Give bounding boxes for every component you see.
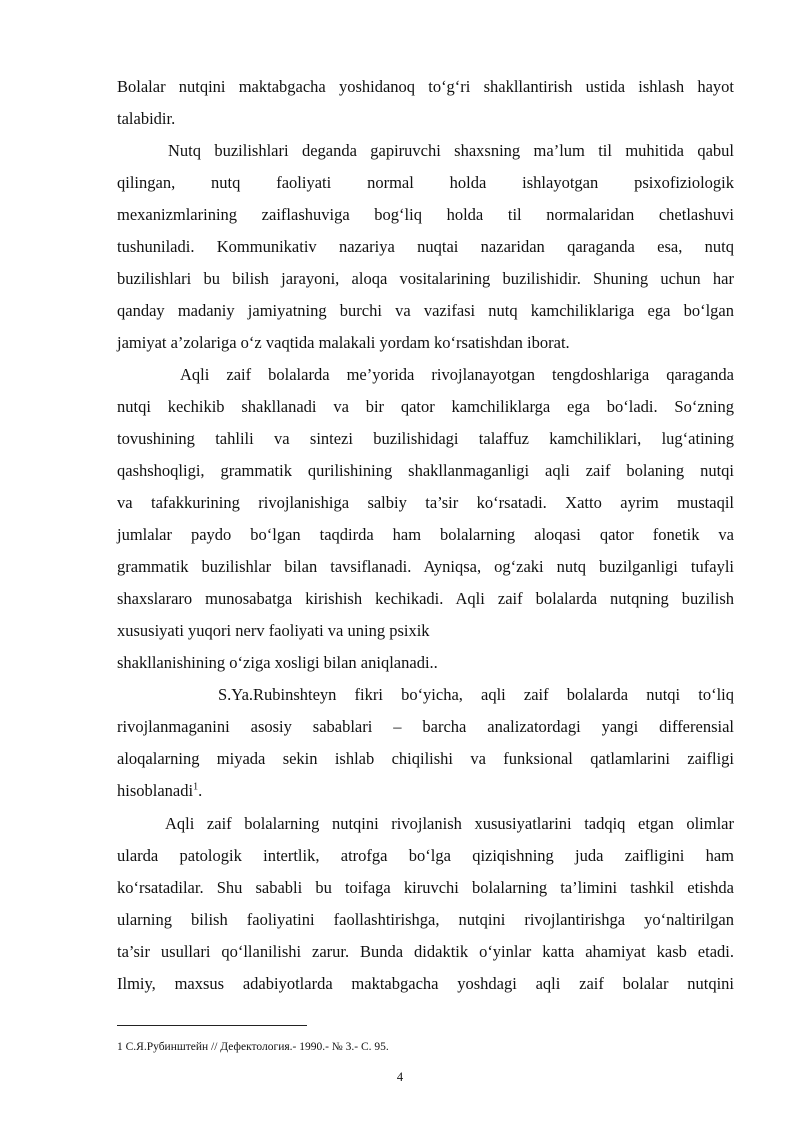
line-text: ko‘rsatadilar. Shu sababli bu toifaga kiruvchi bolalarning ta’limini tashkil etishda [117, 878, 734, 897]
text-line [117, 237, 734, 257]
line-text: S.Ya.Rubinshteyn fikri bo‘yicha, aqli zaif bolalarda nutqi to‘liq [218, 685, 734, 704]
line-text: talabidir. [117, 109, 176, 128]
text-line [117, 397, 734, 417]
line-text: mexanizmlarining zaiflashuviga bog‘liq holda til normalaridan chetlashuvi [117, 205, 734, 224]
text-line [168, 141, 734, 161]
line-text: shaxslararo munosabatga kirishish kechikadi. Aqli zaif bolalarda nutqning buzilish [117, 589, 734, 608]
footnote-marker: 1 [193, 781, 199, 793]
line-text: shakllanishining o‘ziga xosligi bilan aniqlanadi.. [117, 653, 438, 672]
text-line [117, 942, 734, 962]
line-text: xususiyati yuqori nerv faoliyati va uning psixik [117, 621, 430, 640]
text-line [117, 77, 734, 97]
text-line [165, 814, 734, 834]
line-text: Aqli zaif bolalarda me’yorida rivojlanayotgan tengdoshlariga qaraganda [180, 365, 734, 384]
line-text: hisoblanadi [117, 781, 194, 800]
text-line [117, 205, 734, 225]
line-text: jumlalar paydo bo‘lgan taqdirda ham bolalarning aloqasi qator fonetik va [117, 525, 734, 544]
line-punctuation: . [198, 781, 203, 800]
text-line [117, 173, 734, 193]
text-line [180, 365, 734, 385]
line-text: aloqalarning miyada sekin ishlab chiqilishi va funksional qatlamlarini zaifligi [117, 749, 734, 768]
line-text: qashshoqligi, grammatik qurilishining shakllanmaganligi aqli zaif bolaning nutqi [117, 461, 734, 480]
text-line [117, 653, 734, 673]
text-line [117, 781, 734, 801]
page-number: 4 [396, 1070, 404, 1084]
footnote-separator [117, 1025, 307, 1026]
text-line [117, 717, 734, 737]
line-text: ta’sir usullari qo‘llanilishi zarur. Bunda didaktik o‘yinlar katta ahamiyat kasb etadi. [117, 942, 734, 961]
line-text: ularda patologik intertlik, atrofga bo‘lga qiziqishning juda zaifligini ham [117, 846, 734, 865]
text-line [117, 557, 734, 577]
line-text: buzilishlari bu bilish jarayoni, aloqa vositalarining buzilishidir. Shuning uchun har [117, 269, 734, 288]
text-line [117, 525, 734, 545]
line-text: Aqli zaif bolalarning nutqini rivojlanish xususiyatlarini tadqiq etgan olimlar [165, 814, 734, 833]
line-text: ularning bilish faoliyatini faollashtirishga, nutqini rivojlantirishga yo‘naltirilgan [117, 910, 734, 929]
line-text: Ilmiy, maxsus adabiyotlarda maktabgacha yoshdagi aqli zaif bolalar nutqini [117, 974, 734, 993]
line-text: Nutq buzilishlari deganda gapiruvchi shaxsning ma’lum til muhitida qabul [168, 141, 734, 160]
text-line [117, 461, 734, 481]
text-line [117, 269, 734, 289]
text-line [117, 621, 734, 641]
text-line [117, 333, 734, 353]
line-text: Bolalar nutqini maktabgacha yoshidanoq to‘g‘ri shakllantirish ustida ishlash hayot [117, 77, 734, 96]
text-line [117, 846, 734, 866]
text-line [218, 685, 734, 705]
line-text: grammatik buzilishlar bilan tavsiflanadi. Ayniqsa, og‘zaki nutq buzilganligi tufayli [117, 557, 734, 576]
line-text: rivojlanmaganini asosiy sabablari – barcha analizatordagi yangi differensial [117, 717, 734, 736]
text-line [117, 910, 734, 930]
text-line [117, 493, 734, 513]
line-text: va tafakkurining rivojlanishiga salbiy ta’sir ko‘rsatadi. Xatto ayrim mustaqil [117, 493, 734, 512]
text-line [117, 878, 734, 898]
line-text: tovushining tahlili va sintezi buzilishidagi talaffuz kamchiliklari, lug‘atining [117, 429, 734, 448]
text-line [117, 301, 734, 321]
line-text: qilingan, nutq faoliyati normal holda ishlayotgan psixofiziologik [117, 173, 734, 192]
line-text: jamiyat a’zolariga o‘z vaqtida malakali yordam ko‘rsatishdan iborat. [117, 333, 570, 352]
text-line [117, 109, 734, 129]
text-line [117, 749, 734, 769]
line-text: tushuniladi. Kommunikativ nazariya nuqtai nazaridan qaraganda esa, nutq [117, 237, 734, 256]
text-line [117, 589, 734, 609]
footnote: 1 С.Я.Рубинштейн // Дефектология.- 1990.- № 3.- С. 95. [117, 1041, 389, 1053]
text-line [117, 974, 734, 994]
line-text: qanday madaniy jamiyatning burchi va vazifasi nutq kamchiliklariga ega bo‘lgan [117, 301, 734, 320]
line-text: nutqi kechikib shakllanadi va bir qator kamchiliklarga ega bo‘ladi. So‘zning [117, 397, 734, 416]
text-line [117, 429, 734, 449]
